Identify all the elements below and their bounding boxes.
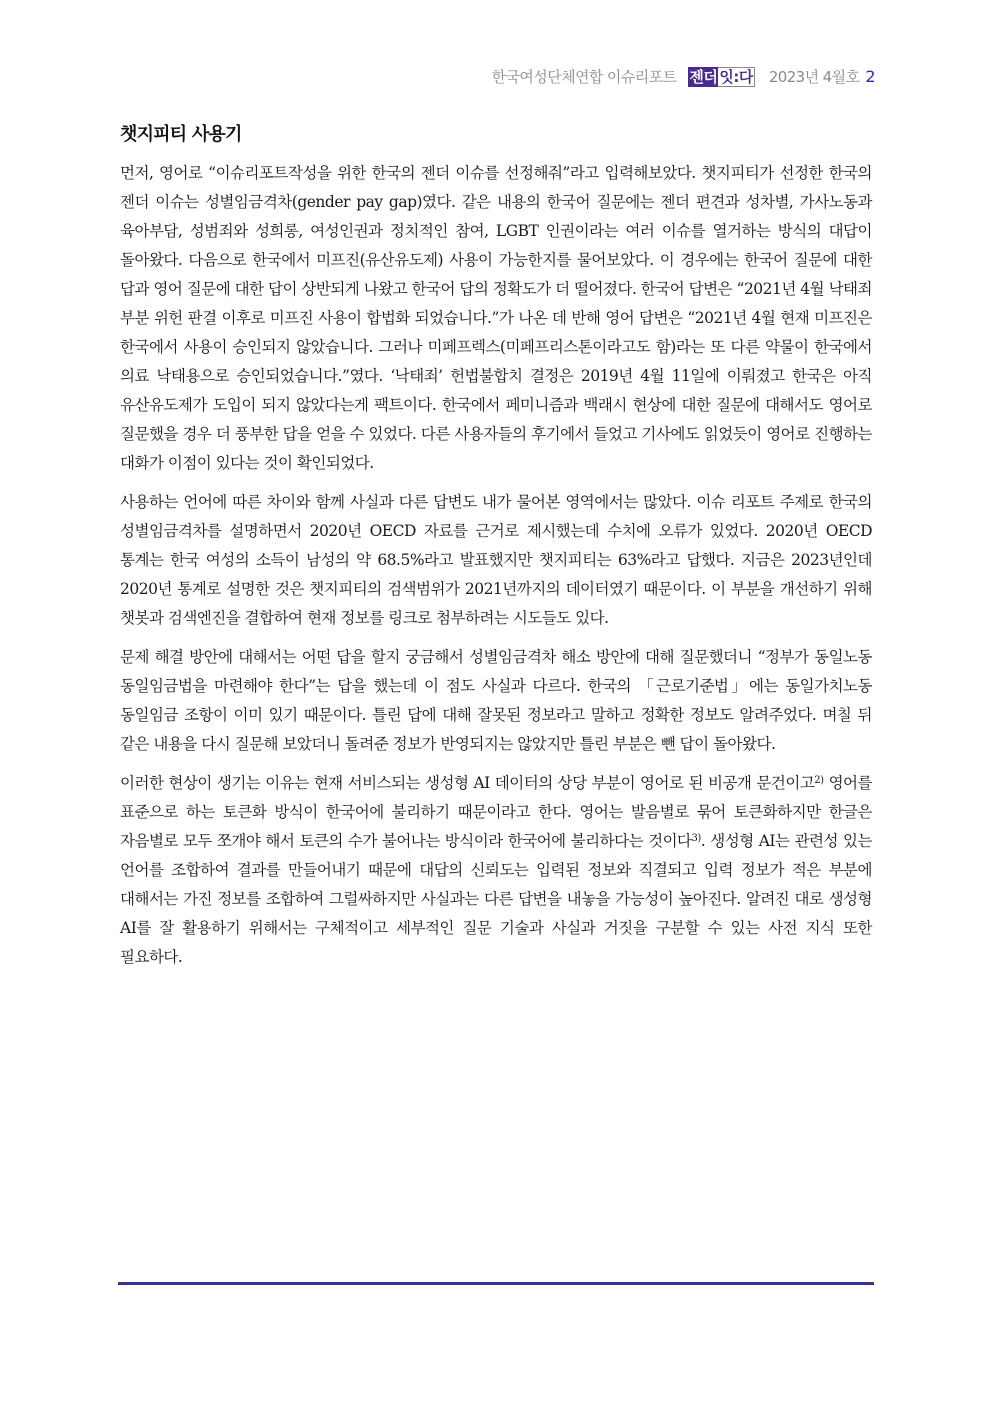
header-organization: 한국여성단체연합 이슈리포트 [491,68,677,86]
article-body [120,159,872,982]
footer-divider [118,1282,874,1285]
paragraph-4 [120,769,872,972]
brand-logo-part1: 젠더 [689,67,718,86]
footnote-ref-3[interactable]: 3) [691,833,701,844]
paragraph-4-text-b: 영어를 표준으로 하는 토큰화 방식이 한국어에 불리하기 때문이라고 한다. 영어는 발음별로 묶어 토큰화하지만 한글은 자음별로 모두 쪼개야 해서 토큰의 수가 불어나는 방식이라 한국어에 불리하다는 것이다 [120,774,872,850]
footnote-ref-2[interactable]: 2) [814,775,824,786]
paragraph-2: 사용하는 언어에 따른 차이와 함께 사실과 다른 답변도 내가 물어본 영역에서는 많았다. 이슈 리포트 주제로 한국의 성별임금격차를 설명하면서 2020년 OECD 자료를 근거로 제시했는데 수치에 오류가 있었다. 2020년 OECD 통계는 한국 여성의 소득이 남성의 약 68.5%라고 발표했지만 챗지피티는 63%라고 답했다. 지금은 2023년인데 2020년 통계로 설명한 것은 챗지피티의 검색범위가 2021년까지의 데이터였기 때문이다. 이 부분을 개선하기 위해 챗봇과 검색엔진을 결합하여 현재 정보를 링크로 첨부하려는 시도들도 있다. [120,493,872,627]
section-title: 챗지피티 사용기 [120,124,242,145]
paragraph-3: 문제 해결 방안에 대해서는 어떤 답을 할지 궁금해서 성별임금격차 해소 방안에 대해 질문했더니 “정부가 동일노동 동일임금법을 마련해야 한다”는 답을 했는데 이 점도 사실과 다르다. 한국의 「근로기준법」에는 동일가치노동 동일임금 조항이 이미 있기 때문이다. 틀린 답에 대해 잘못된 정보라고 말하고 정확한 정보도 알려주었다. 며칠 뒤 같은 내용을 다시 질문해 보았더니 돌려준 정보가 반영되지는 않았지만 틀린 부분은 뺀 답이 돌아왔다. [120,648,872,753]
header-issue-date: 2023년 4월호 [768,68,860,86]
brand-logo-part2: 잇:다 [719,67,753,86]
paragraph-4-text-a: 이러한 현상이 생기는 이유는 현재 서비스되는 생성형 AI 데이터의 상당 부분이 영어로 된 비공개 문건이고 [120,774,815,792]
page-header [492,66,875,87]
brand-logo [688,67,754,87]
paragraph-4-text-c: . 생성형 AI는 관련성 있는 언어를 조합하여 결과를 만들어내기 때문에 대답의 신뢰도는 입력된 정보와 직결되고 입력 정보가 적은 부분에 대해서는 가진 정보를 조합하여 그럴싸하지만 사실과는 다른 답변을 내놓을 가능성이 높아진다. 알려진 대로 생성형 AI를 잘 활용하기 위해서는 구체적이고 세부적인 질문 기술과 사실과 거짓을 구분할 수 있는 사전 지식 또한 필요하다. [120,832,872,966]
paragraph-1: 먼저, 영어로 “이슈리포트작성을 위한 한국의 젠더 이슈를 선정해줘”라고 입력해보았다. 챗지피티가 선정한 한국의 젠더 이슈는 성별임금격차(gender pay gap)였다. 같은 내용의 한국어 질문에는 젠더 편견과 성차별, 가사노동과 육아부담, 성범죄와 성희롱, 여성인권과 정치적인 참여, LGBT 인권이라는 여러 이슈를 열거하는 방식의 대답이 돌아왔다. 다음으로 한국에서 미프진(유산유도제) 사용이 가능한지를 물어보았다. 이 경우에는 한국어 질문에 대한 답과 영어 질문에 대한 답이 상반되게 나왔고 한국어 답의 정확도가 더 떨어졌다. 한국어 답변은 “2021년 4월 낙태죄 부분 위헌 판결 이후로 미프진 사용이 합법화 되었습니다.”가 나온 데 반해 영어 답변은 “2021년 4월 현재 미프진은 한국에서 사용이 승인되지 않았습니다. 그러나 미페프렉스(미페프리스톤이라고도 함)라는 또 다른 약물이 한국에서 의료 낙태용으로 승인되었습니다.”였다. ‘낙태죄’ 헌법불합치 결정은 2019년 4월 11일에 이뤄졌고 한국은 아직 유산유도제가 도입이 되지 않았다는게 팩트이다. 한국에서 페미니즘과 백래시 현상에 대한 질문에 대해서도 영어로 질문했을 경우 더 풍부한 답을 얻을 수 있었다. 다른 사용자들의 후기에서 들었고 기사에도 읽었듯이 영어로 진행하는 대화가 이점이 있다는 것이 확인되었다. [120,164,872,472]
page-number: 2 [865,67,875,86]
